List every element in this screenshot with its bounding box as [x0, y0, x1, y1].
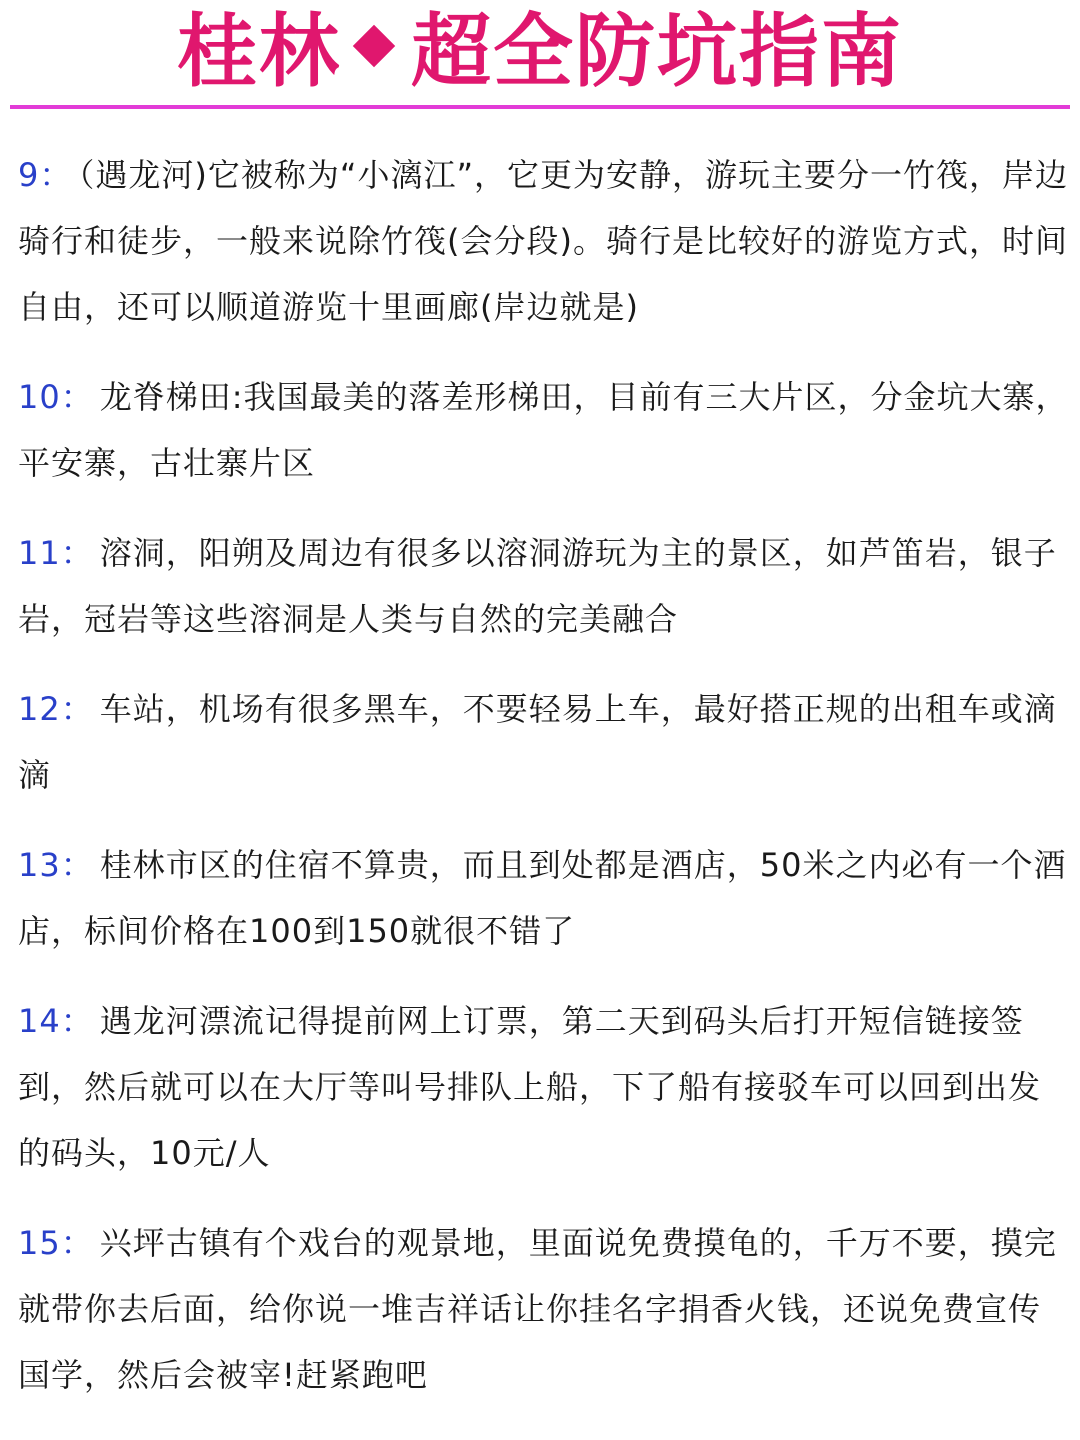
tips-list: [18, 142, 1070, 1432]
tip-item-9: [18, 142, 1070, 340]
page-title: [0, 6, 1080, 98]
tip-item-11: [18, 520, 1070, 652]
title-left: 桂林: [177, 5, 341, 98]
tip-text: 车站，机场有很多黑车，不要轻易上车，最好搭正规的出租车或滴滴: [18, 690, 1057, 794]
tip-number: 10：: [18, 378, 94, 416]
tip-text: （遇龙河)它被称为“小漓江”，它更为安静，游玩主要分一竹筏，岸边骑行和徒步，一般来说除竹筏(会分段)。骑行是比较好的游览方式，时间自由，还可以顺道游览十里画廊(岸边就是): [18, 156, 1069, 326]
tip-item-12: [18, 676, 1070, 808]
tip-text: 溶洞，阳朔及周边有很多以溶洞游玩为主的景区，如芦笛岩，银子岩，冠岩等这些溶洞是人类与自然的完美融合: [18, 534, 1057, 638]
tip-number: 14：: [18, 1002, 94, 1040]
tip-number: 15：: [18, 1224, 94, 1262]
tip-text: 龙脊梯田:我国最美的落差形梯田，目前有三大片区，分金坑大寨，平安寨，古壮寨片区: [18, 378, 1069, 482]
tip-number: 11：: [18, 534, 94, 572]
tip-item-13: [18, 832, 1070, 964]
tip-item-15: [18, 1210, 1070, 1408]
diamond-icon: [353, 25, 395, 67]
tip-item-10: [18, 364, 1070, 496]
tip-number: 13：: [18, 846, 94, 884]
tip-item-14: [18, 988, 1070, 1186]
tip-number: 9：: [18, 156, 73, 194]
tip-text: 兴坪古镇有个戏台的观景地，里面说免费摸龟的，千万不要，摸完就带你去后面，给你说一堆吉祥话让你挂名字捐香火钱，还说免费宣传国学，然后会被宰!赶紧跑吧: [18, 1224, 1057, 1394]
title-divider: [10, 105, 1070, 109]
tip-text: 遇龙河漂流记得提前网上订票，第二天到码头后打开短信链接签到，然后就可以在大厅等叫号排队上船，下了船有接驳车可以回到出发的码头，10元/人: [18, 1002, 1042, 1172]
tip-text: 桂林市区的住宿不算贵，而且到处都是酒店，50米之内必有一个酒店，标间价格在100到150就很不错了: [18, 846, 1067, 950]
title-right: 超全防坑指南: [411, 5, 903, 98]
tip-number: 12：: [18, 690, 94, 728]
